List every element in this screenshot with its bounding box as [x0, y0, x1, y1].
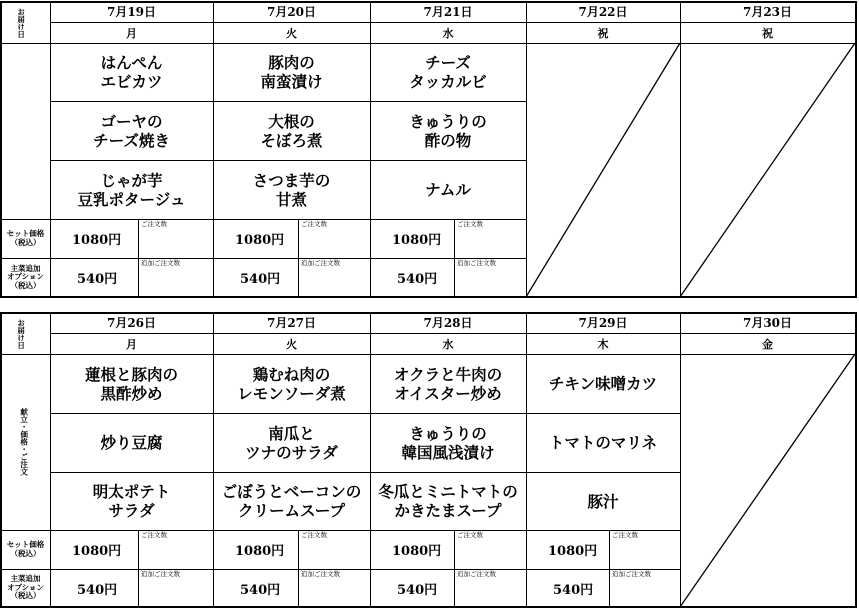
date-header: 7月29日 [578, 316, 628, 330]
dish-name: ゴーヤの チーズ焼き [93, 111, 170, 150]
order-count-box[interactable]: ご注文数 [141, 220, 167, 228]
extra-order-count-box[interactable]: 追加ご注文数 [141, 259, 180, 267]
order-count-box[interactable]: ご注文数 [457, 220, 483, 228]
option-price-value: 540円 [77, 582, 118, 598]
dish-name: チーズ タッカルビ [409, 53, 487, 91]
main-option-label: 主菜追加 オプション （税込） [7, 574, 44, 601]
grid-line [298, 219, 299, 298]
extra-order-count-box[interactable]: 追加ご注文数 [301, 570, 340, 578]
weekday-header: 水 [442, 26, 454, 40]
dish-name: はんぺん エビカツ [100, 53, 163, 91]
set-price-value: 1080円 [72, 544, 122, 559]
dish-name: じゃが芋 豆乳ポタージュ [77, 170, 186, 209]
week-table-1 [0, 0, 856, 298]
dish-name: 鶏むね肉の レモンソーダ煮 [237, 364, 346, 403]
date-header: 7月20日 [266, 5, 317, 19]
grid-line [855, 312, 857, 608]
set-price-value: 1080円 [392, 544, 442, 559]
grid-line [609, 530, 610, 608]
date-header: 7月30日 [742, 316, 793, 330]
dish-name: ごぼうとベーコンの クリームスープ [221, 482, 362, 520]
date-header: 7月22日 [578, 5, 628, 19]
order-count-box[interactable]: ご注文数 [141, 531, 167, 539]
weekday-header: 祝 [762, 26, 773, 40]
delivery-date-label: お届け日 [16, 319, 26, 349]
holiday-diagonal [526, 43, 680, 297]
set-price-value: 1080円 [392, 233, 442, 248]
extra-order-count-box[interactable]: 追加ご注文数 [141, 570, 180, 578]
dish-name: 蓮根と豚肉の 黒酢炒め [84, 364, 178, 403]
set-price-label: セット価格 （税込） [6, 229, 45, 247]
date-header: 7月21日 [423, 5, 473, 19]
weekday-header: 月 [126, 26, 137, 40]
weekday-header: 祝 [597, 26, 609, 40]
holiday-diagonal-line [680, 354, 855, 607]
set-price-label: セット価格 （税込） [6, 540, 45, 558]
dish-name: 豚汁 [587, 491, 619, 511]
option-price-value: 540円 [77, 272, 118, 287]
set-price-value: 1080円 [235, 233, 285, 248]
extra-order-count-box[interactable]: 追加ご注文数 [457, 259, 496, 267]
date-header: 7月28日 [423, 316, 473, 330]
dish-name: ナムル [425, 180, 471, 199]
grid-line [454, 530, 455, 608]
set-price-value: 1080円 [72, 233, 122, 248]
weekday-header: 火 [286, 26, 297, 40]
option-price-value: 540円 [240, 582, 281, 598]
extra-order-count-box[interactable]: 追加ご注文数 [457, 570, 496, 578]
dish-name: トマトのマリネ [548, 433, 658, 452]
order-count-box[interactable]: ご注文数 [612, 531, 638, 539]
order-count-box[interactable]: ご注文数 [301, 531, 327, 539]
set-price-value: 1080円 [548, 544, 598, 559]
dish-name: 豚肉の 南蛮漬け [260, 53, 323, 91]
order-count-box[interactable]: ご注文数 [457, 531, 483, 539]
grid-line [298, 530, 299, 608]
dish-name: 南瓜と ツナのサラダ [245, 423, 338, 462]
date-header: 7月27日 [266, 316, 317, 330]
date-header: 7月26日 [106, 316, 157, 330]
dish-name: 冬瓜とミニトマトの かきたまスープ [378, 482, 518, 520]
option-price-value: 540円 [397, 582, 438, 598]
dish-name: 炒り豆腐 [100, 433, 163, 452]
option-price-value: 540円 [397, 272, 438, 287]
weekday-header: 水 [442, 337, 454, 351]
dish-name: 明太ポテト サラダ [92, 482, 171, 520]
grid-line [138, 530, 139, 608]
holiday-diagonal-line [526, 43, 680, 297]
dish-name: きゅうりの 酢の物 [409, 111, 487, 150]
menu-side-label: 献立・価格・ご注文 [19, 408, 29, 476]
weekday-header: 木 [597, 337, 609, 351]
dish-name: きゅうりの 韓国風浅漬け [401, 423, 495, 462]
extra-order-count-box[interactable]: 追加ご注文数 [301, 259, 340, 267]
dish-name: チキン味噌カツ [548, 374, 658, 393]
grid-line [454, 219, 455, 298]
grid-line [855, 1, 857, 298]
extra-order-count-box[interactable]: 追加ご注文数 [612, 570, 651, 578]
set-price-value: 1080円 [235, 544, 285, 559]
date-header: 7月19日 [106, 5, 157, 19]
order-count-box[interactable]: ご注文数 [301, 220, 327, 228]
weekday-header: 火 [286, 337, 297, 351]
weekday-header: 金 [762, 337, 773, 351]
option-price-value: 540円 [240, 272, 281, 287]
holiday-diagonal-line [680, 43, 855, 297]
dish-name: オクラと牛肉の オイスター炒め [393, 364, 503, 403]
week-table-2 [0, 311, 856, 608]
dish-name: さつま芋の 甘煮 [252, 170, 331, 209]
holiday-diagonal [680, 354, 855, 607]
date-header: 7月23日 [742, 5, 793, 19]
delivery-date-label: お届け日 [16, 8, 26, 38]
dish-name: 大根の そぼろ煮 [260, 111, 323, 150]
grid-line [138, 219, 139, 298]
main-option-label: 主菜追加 オプション （税込） [7, 263, 44, 290]
holiday-diagonal [680, 43, 855, 297]
option-price-value: 540円 [553, 582, 594, 598]
weekday-header: 月 [126, 337, 137, 351]
